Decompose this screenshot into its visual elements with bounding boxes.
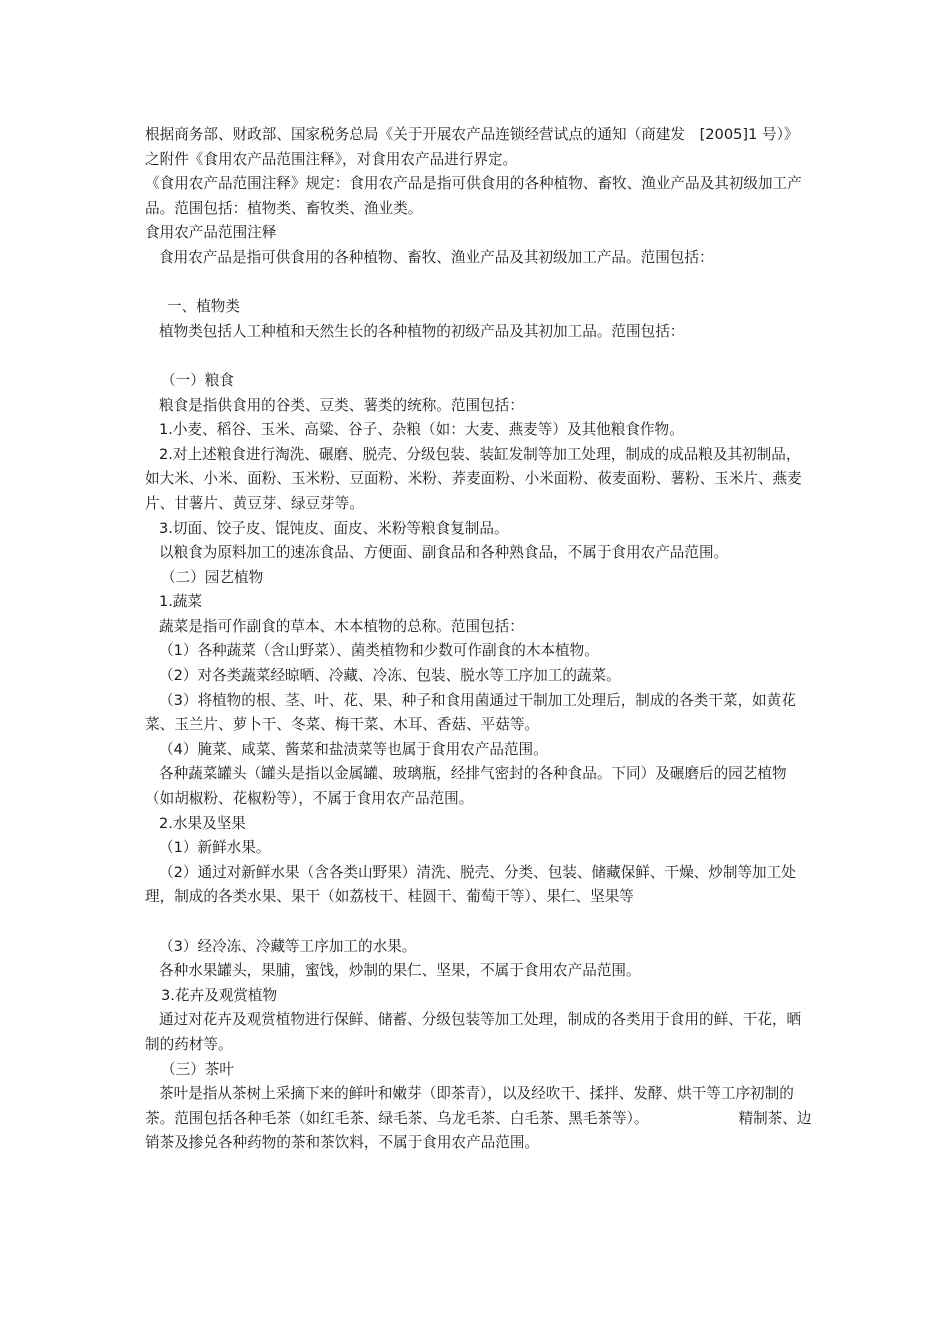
- fruit-item-2: （2）通过对新鲜水果（含各类山野果）清洗、脱壳、分类、包装、储藏保鲜、干燥、炒制等加工处理，制成的各类水果、果干（如荔枝干、桂圆干、葡萄干等）、果仁、坚果等: [145, 863, 796, 906]
- vegetable-item-4: （4）腌菜、咸菜、酱菜和盐渍菜等也属于食用农产品范围。: [159, 740, 548, 758]
- section-intro-plants: 植物类包括人工种植和天然生长的各种植物的初级产品及其初加工品。范围包括：: [159, 322, 685, 340]
- fruit-item-3: （3）经冷冻、冷藏等工序加工的水果。: [159, 937, 417, 955]
- tea-exclusion: 精制茶、边销茶及掺兑各种药物的茶和茶饮料，不属于食用农产品范围。: [145, 1109, 812, 1152]
- lead-paragraph: 食用农产品是指可供食用的各种植物、畜牧、渔业产品及其初级加工产品。范围包括：: [159, 248, 714, 266]
- grain-item-2: 2.对上述粮食进行淘洗、碾磨、脱壳、分级包装、装缸发制等加工处理，制成的成品粮及其初制品，如大米、小米、面粉、玉米粉、豆面粉、米粉、荞麦面粉、小米面粉、莜麦面粉、薯粉、玉米片、燕麦片、甘薯片、黄豆芽、绿豆芽等。: [145, 445, 802, 512]
- fruit-item-1: （1）新鲜水果。: [159, 839, 271, 857]
- vegetable-intro: 蔬菜是指可作副食的草本、木本植物的总称。范围包括：: [159, 617, 524, 635]
- vegetable-exclusion: 各种蔬菜罐头（罐头是指以金属罐、玻璃瓶，经排气密封的各种食品。下同）及碾磨后的园艺植物（如胡椒粉、花椒粉等），不属于食用农产品范围。: [145, 765, 787, 808]
- document-body: [145, 123, 813, 1156]
- vegetable-item-3: （3）将植物的根、茎、叶、花、果、种子和食用菌通过干制加工处理后，制成的各类干菜，如黄花菜、玉兰片、萝卜干、冬菜、梅干菜、木耳、香菇、平菇等。: [145, 691, 796, 734]
- blank-line: [145, 271, 813, 296]
- subsection-heading-tea: （三）茶叶: [161, 1060, 234, 1078]
- blank-line: [145, 910, 813, 935]
- intro-paragraph-1: 根据商务部、财政部、国家税务总局《关于开展农产品连锁经营试点的通知（商建发 [2005]1 号）》之附件《食用农产品范围注释》，对食用农产品进行界定。: [145, 126, 799, 168]
- section-heading-plants: 一、植物类: [167, 298, 240, 316]
- subsection-heading-grain: （一）粮食: [161, 371, 234, 389]
- grain-exclusion: 以粮食为原料加工的速冻食品、方便面、副食品和各种熟食品，不属于食用农产品范围。: [159, 544, 729, 562]
- vegetable-item-2: （2）对各类蔬菜经晾晒、冷藏、冷冻、包装、脱水等工序加工的蔬菜。: [159, 667, 621, 685]
- grain-item-3: 3.切面、饺子皮、馄饨皮、面皮、米粉等粮食复制品。: [159, 519, 509, 537]
- intro-paragraph-2: 《食用农产品范围注释》规定：食用农产品是指可供食用的各种植物、畜牧、渔业产品及其初级加工产品。范围包括：植物类、畜牧类、渔业类。: [145, 175, 802, 217]
- flower-paragraph: 通过对花卉及观赏植物进行保鲜、储蓄、分级包装等加工处理，制成的各类用于食用的鲜、干花，晒制的药材等。: [145, 1011, 802, 1053]
- blank-line: [145, 344, 813, 369]
- document-title: 食用农产品范围注释: [145, 224, 277, 242]
- subsection-heading-horticulture: （二）园艺植物: [161, 568, 264, 586]
- fruit-exclusion: 各种水果罐头，果脯，蜜饯，炒制的果仁、坚果，不属于食用农产品范围。: [159, 962, 641, 980]
- tea-paragraph: [145, 1082, 813, 1156]
- tea-definition: 茶叶是指从茶树上采摘下来的鲜叶和嫩芽（即茶青），以及经吹干、揉拌、发酵、烘干等工序初制的茶。范围包括各种毛茶（如红毛茶、绿毛茶、乌龙毛茶、白毛茶、黑毛茶等）。: [145, 1085, 794, 1127]
- vegetable-item-1: （1）各种蔬菜（含山野菜）、菌类植物和少数可作副食的木本植物。: [159, 642, 599, 660]
- vegetable-heading: 1.蔬菜: [159, 593, 203, 611]
- grain-intro: 粮食是指供食用的谷类、豆类、薯类的统称。范围包括：: [159, 396, 524, 414]
- grain-item-1: 1.小麦、稻谷、玉米、高粱、谷子、杂粮（如：大麦、燕麦等）及其他粮食作物。: [159, 421, 684, 439]
- fruit-heading: 2.水果及坚果: [159, 814, 246, 832]
- flower-heading: 3.花卉及观赏植物: [161, 986, 278, 1004]
